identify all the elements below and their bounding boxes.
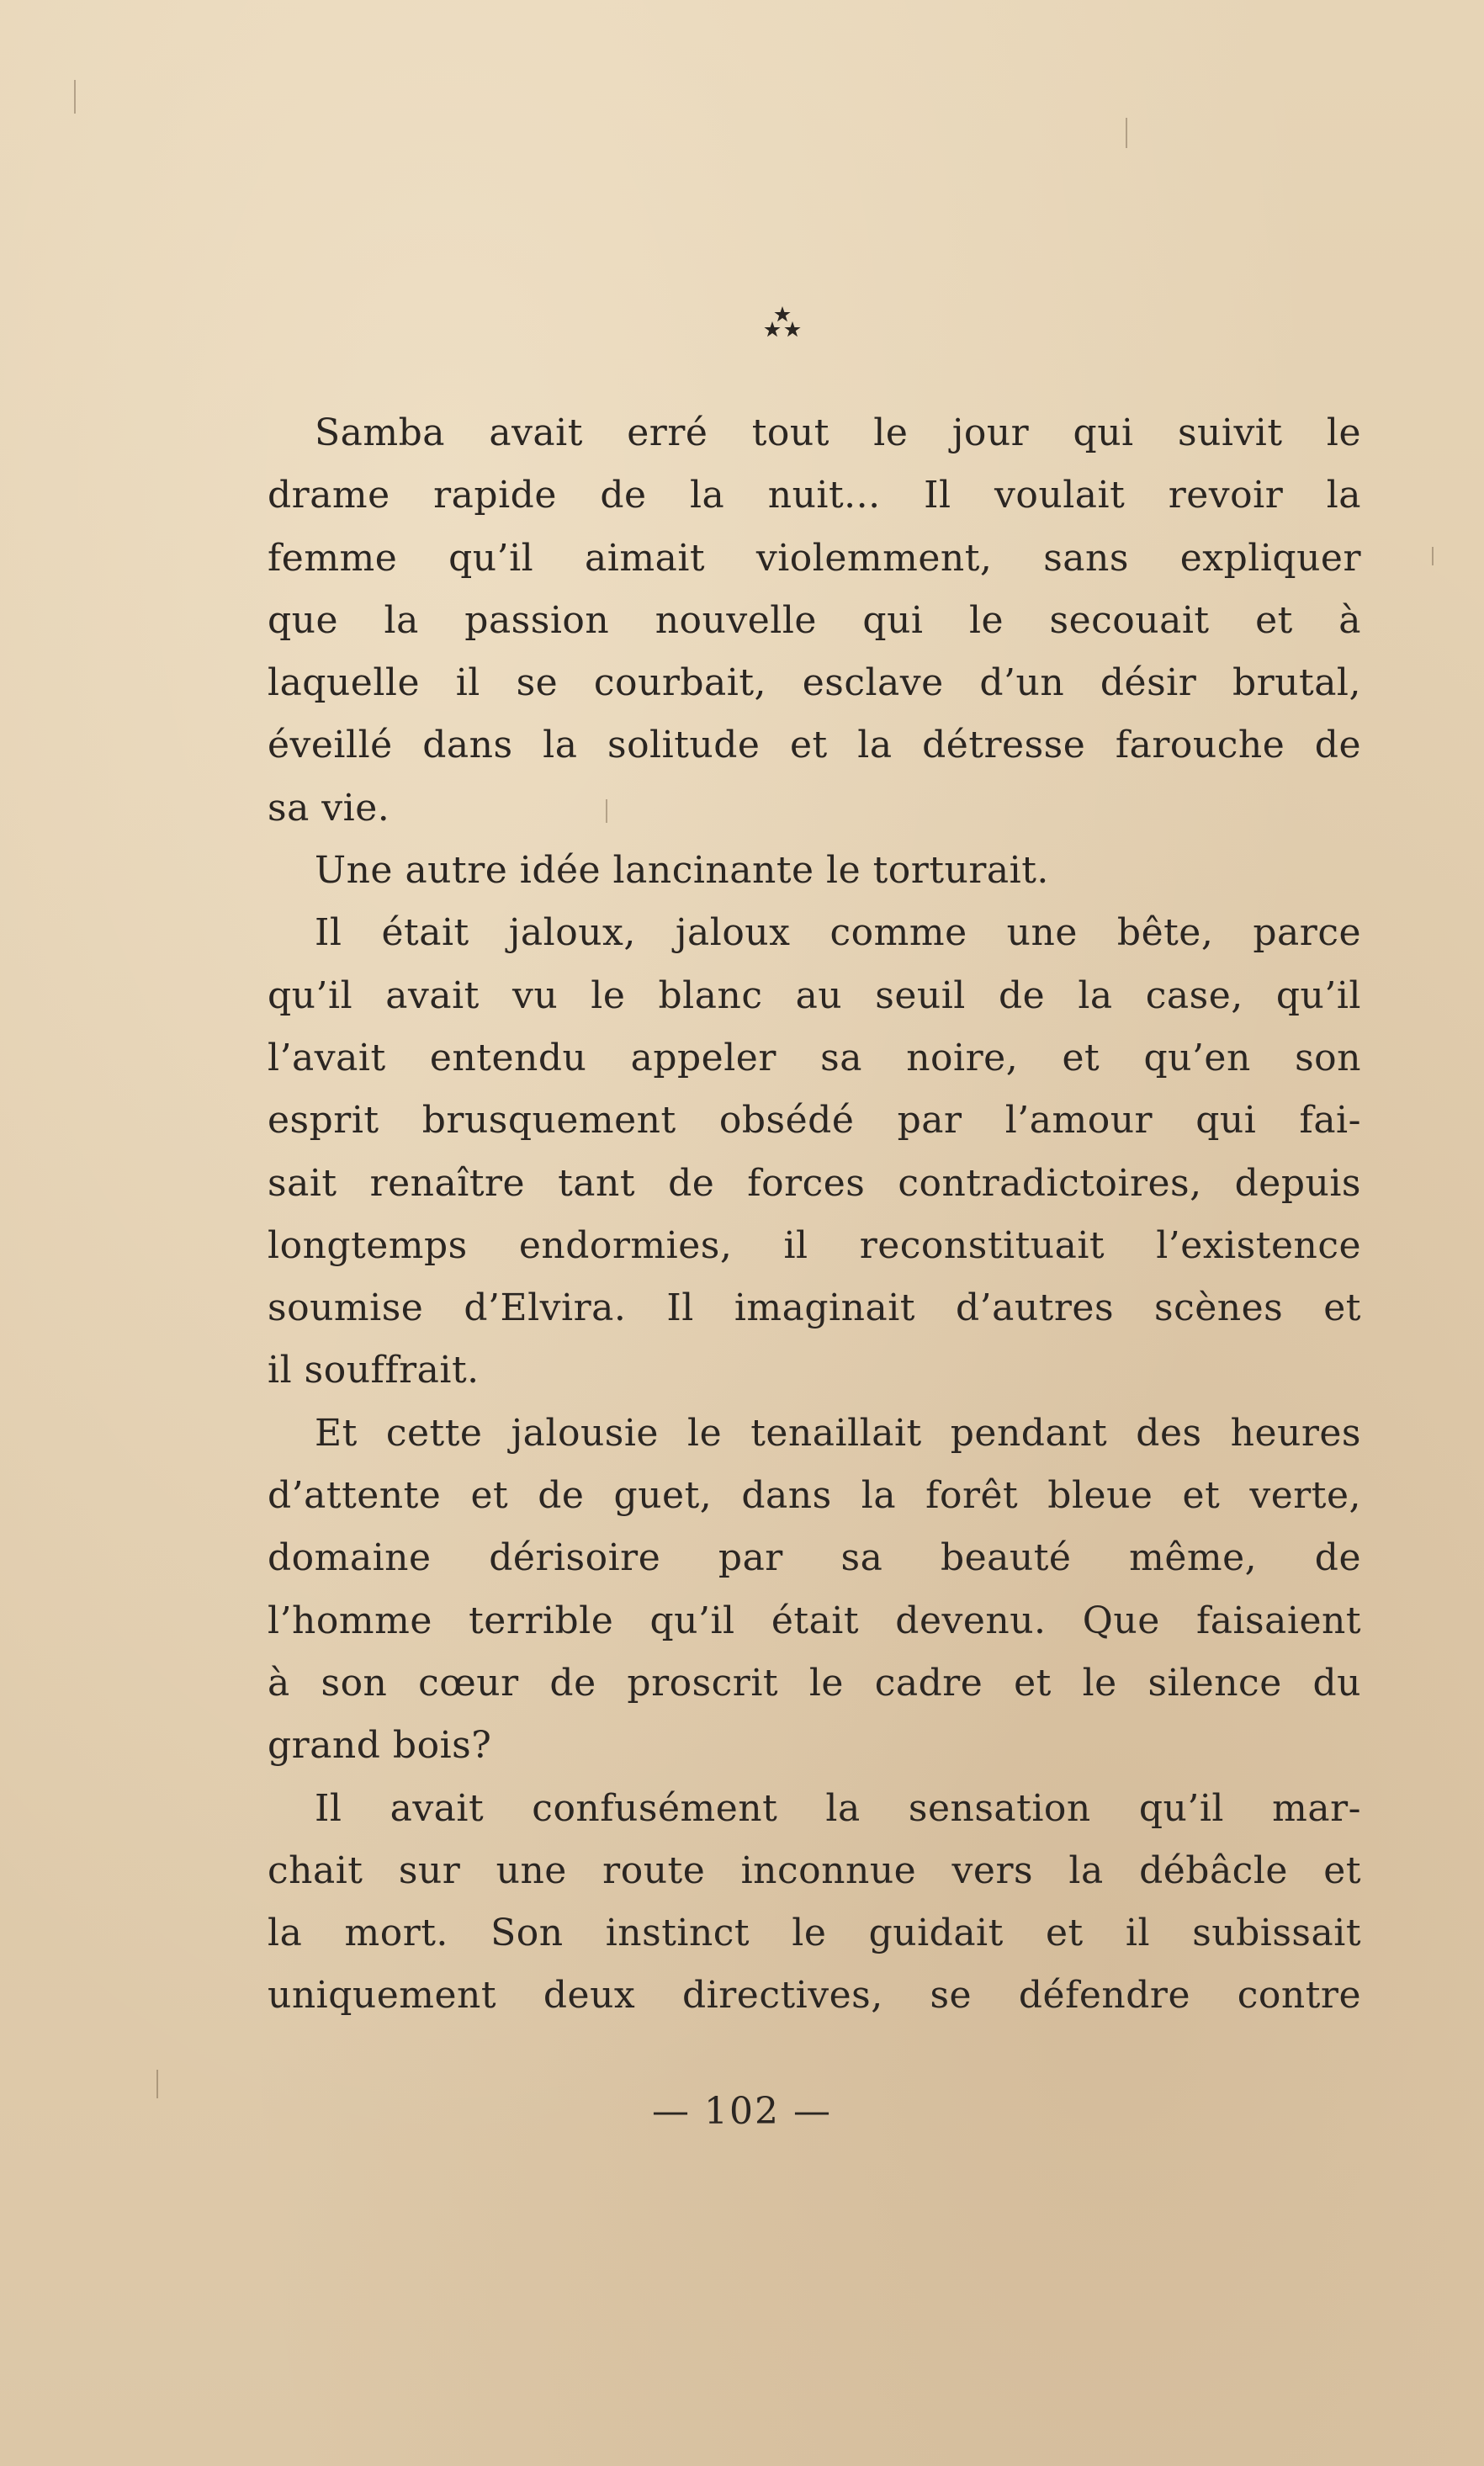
text-line: Il était jaloux, jaloux comme une bête, parce <box>315 911 1361 955</box>
text-line: Samba avait erré tout le jour qui suivit le <box>315 411 1361 454</box>
text-line: laquelle il se courbait, esclave d’un désir brutal, <box>268 661 1361 705</box>
text-line: chait sur une route inconnue vers la débâcle et <box>268 1848 1361 1892</box>
text-line: il souffrait. <box>268 1349 480 1392</box>
text-line: Et cette jalousie le tenaillait pendant des heures <box>315 1411 1361 1455</box>
text-line: à son cœur de proscrit le cadre et le silence du <box>268 1661 1361 1705</box>
paper-speck <box>74 80 76 114</box>
text-line: sa vie. <box>268 786 390 830</box>
text-line: Il avait confusément la sensation qu’il mar- <box>315 1786 1361 1830</box>
text-line: drame rapide de la nuit... Il voulait revoir la <box>268 474 1361 517</box>
text-line: domaine dérisoire par sa beauté même, de <box>268 1536 1361 1580</box>
paper-speck <box>1126 118 1127 148</box>
text-line: femme qu’il aimait violemment, sans expliquer <box>268 536 1361 580</box>
body-text <box>268 402 1361 2028</box>
text-line: soumise d’Elvira. Il imaginait d’autres scènes et <box>268 1286 1361 1330</box>
text-line: Une autre idée lancinante le torturait. <box>315 849 1049 893</box>
text-line: esprit brusquement obsédé par l’amour qui fai- <box>268 1099 1361 1143</box>
text-line: longtemps endormies, il reconstituait l’existence <box>268 1223 1361 1267</box>
paper-speck <box>1432 547 1434 565</box>
text-line: éveillé dans la solitude et la détresse farouche de <box>268 724 1361 767</box>
text-line: la mort. Son instinct le guidait et il subissait <box>268 1912 1361 1955</box>
text-line: grand bois? <box>268 1724 492 1768</box>
asterism-icon <box>757 303 808 353</box>
text-line: l’homme terrible qu’il était devenu. Que faisaient <box>268 1599 1361 1642</box>
text-line: l’avait entendu appeler sa noire, et qu’en son <box>268 1036 1361 1079</box>
page-number: — 102 — <box>652 2090 832 2133</box>
text-line: qu’il avait vu le blanc au seuil de la case, qu’il <box>268 973 1361 1017</box>
text-line: d’attente et de guet, dans la forêt bleue et verte, <box>268 1474 1361 1518</box>
text-line: que la passion nouvelle qui le secouait et à <box>268 598 1361 642</box>
text-line: uniquement deux directives, se défendre contre <box>268 1974 1361 2018</box>
text-line: sait renaître tant de forces contradictoires, depuis <box>268 1161 1361 1205</box>
